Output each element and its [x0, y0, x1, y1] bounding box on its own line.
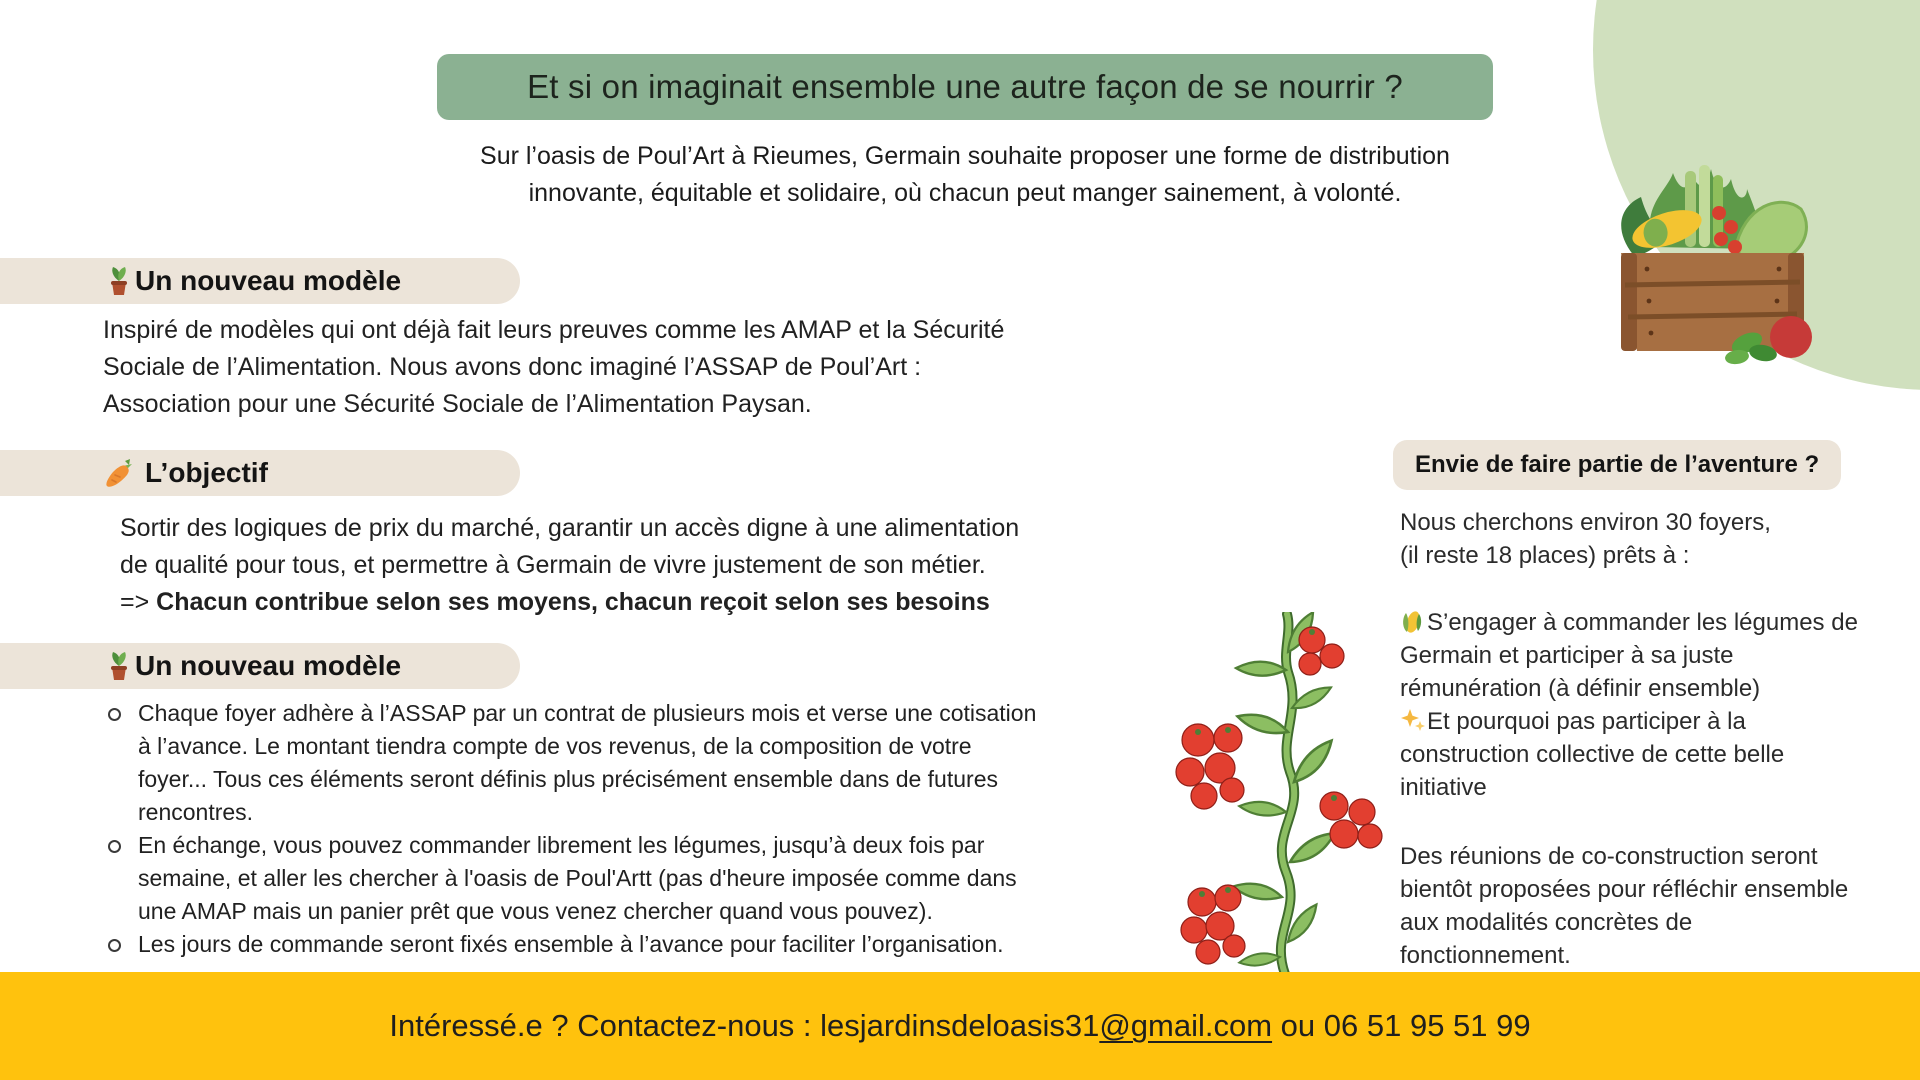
title-banner: [437, 54, 1493, 120]
potted-plant-icon: [103, 265, 135, 297]
aside-line: Nous cherchons environ 30 foyers,: [1400, 509, 1771, 536]
aside-header-pill: [1393, 440, 1841, 490]
aside-item-text: S’engager à commander les légumes de: [1427, 609, 1858, 636]
model-bullet-list: [100, 697, 1036, 961]
objective-highlight-line: [120, 584, 1019, 621]
aside-line: construction collective de cette belle: [1400, 741, 1785, 768]
tomato-plant-illustration: [1160, 612, 1405, 974]
carrot-icon: [103, 457, 135, 489]
bullet-line: En échange, vous pouvez commander librement les légumes, jusqu’à deux fois par: [138, 832, 985, 858]
section-header-nouveau-modele-2: [0, 643, 520, 689]
aside-line: [1400, 606, 1858, 639]
aside-line: initiative: [1400, 774, 1487, 801]
aside-line: Germain et participer à sa juste: [1400, 642, 1734, 669]
contact-line: [389, 1008, 1530, 1044]
bullet-marker: [108, 939, 121, 952]
intro-line: Sur l’oasis de Poul’Art à Rieumes, Germain souhaite proposer une forme de distribution: [480, 142, 1450, 170]
aside-items: [1400, 606, 1858, 804]
intro-text: [375, 138, 1555, 212]
footer-contact-bar: [0, 972, 1920, 1080]
aside-header-label: Envie de faire partie de l’aventure ?: [1415, 451, 1820, 478]
section-header-objectif: [0, 450, 520, 496]
bullet-line: Chaque foyer adhère à l’ASSAP par un contrat de plusieurs mois et verse une cotisation: [138, 700, 1037, 726]
aside-item-participation: [1400, 705, 1858, 804]
aside-intro: [1400, 506, 1771, 572]
contact-email-link[interactable]: @gmail.com: [1099, 1008, 1273, 1043]
contact-suffix: ou 06 51 95 51 99: [1272, 1008, 1531, 1043]
list-item: [100, 829, 1036, 928]
aside-line: rémunération (à définir ensemble): [1400, 675, 1761, 702]
bullet-line: rencontres.: [138, 799, 254, 825]
paragraph-line: Sortir des logiques de prix du marché, garantir un accès digne à une alimentation: [120, 514, 1020, 542]
aside-line: bientôt proposées pour réfléchir ensemble: [1400, 876, 1849, 903]
aside-item-text: Et pourquoi pas participer à la: [1427, 708, 1746, 735]
aside-line: fonctionnement.: [1400, 942, 1571, 969]
aside-outro: [1400, 840, 1848, 972]
aside-line: [1400, 705, 1858, 738]
intro-line: innovante, équitable et solidaire, où chacun peut manger sainement, à volonté.: [528, 179, 1402, 207]
section-header-nouveau-modele-1: [0, 258, 520, 304]
aside-line: Des réunions de co-construction seront: [1400, 843, 1818, 870]
bullet-marker: [108, 840, 121, 853]
contact-prefix: Intéressé.e ? Contactez-nous : lesjardinsdeloasis31: [389, 1008, 1100, 1043]
vegetable-basket-illustration: [1595, 135, 1830, 370]
list-item: [100, 697, 1036, 829]
paragraph-line: Association pour une Sécurité Sociale de l’Alimentation Paysan.: [103, 390, 812, 418]
objective-motto: Chacun contribue selon ses moyens, chacun reçoit selon ses besoins: [156, 588, 990, 616]
section-objective-paragraph: [120, 510, 1019, 621]
section-model1-paragraph: [103, 312, 1004, 423]
paragraph-line: de qualité pour tous, et permettre à Germain de vivre justement de son métier.: [120, 551, 986, 579]
arrow-text: =>: [120, 588, 157, 616]
bullet-line: foyer... Tous ces éléments seront définis plus précisément ensemble dans de futures: [138, 766, 998, 792]
aside-line: aux modalités concrètes de: [1400, 909, 1693, 936]
section-header-label: Un nouveau modèle: [135, 265, 402, 296]
page-title: Et si on imaginait ensemble une autre façon de se nourrir ?: [527, 68, 1403, 105]
paragraph-line: Inspiré de modèles qui ont déjà fait leurs preuves comme les AMAP et la Sécurité: [103, 316, 1005, 344]
section-header-label: Un nouveau modèle: [135, 650, 402, 681]
section-header-label: L’objectif: [145, 457, 268, 488]
aside-line: (il reste 18 places) prêts à :: [1400, 542, 1690, 569]
bullet-line: Les jours de commande seront fixés ensemble à l’avance pour faciliter l’organisation.: [138, 931, 1004, 957]
bullet-line: une AMAP mais un panier prêt que vous venez chercher quand vous pouvez).: [138, 898, 933, 924]
bullet-line: semaine, et aller les chercher à l'oasis de Poul'Artt (pas d'heure imposée comme dans: [138, 865, 1017, 891]
bullet-line: à l’avance. Le montant tiendra compte de vos revenus, de la composition de votre: [138, 733, 972, 759]
potted-plant-icon: [103, 650, 135, 682]
list-item: [100, 928, 1036, 961]
bullet-marker: [108, 708, 121, 721]
aside-item-engagement: [1400, 606, 1858, 705]
paragraph-line: Sociale de l’Alimentation. Nous avons donc imaginé l’ASSAP de Poul’Art :: [103, 353, 922, 381]
